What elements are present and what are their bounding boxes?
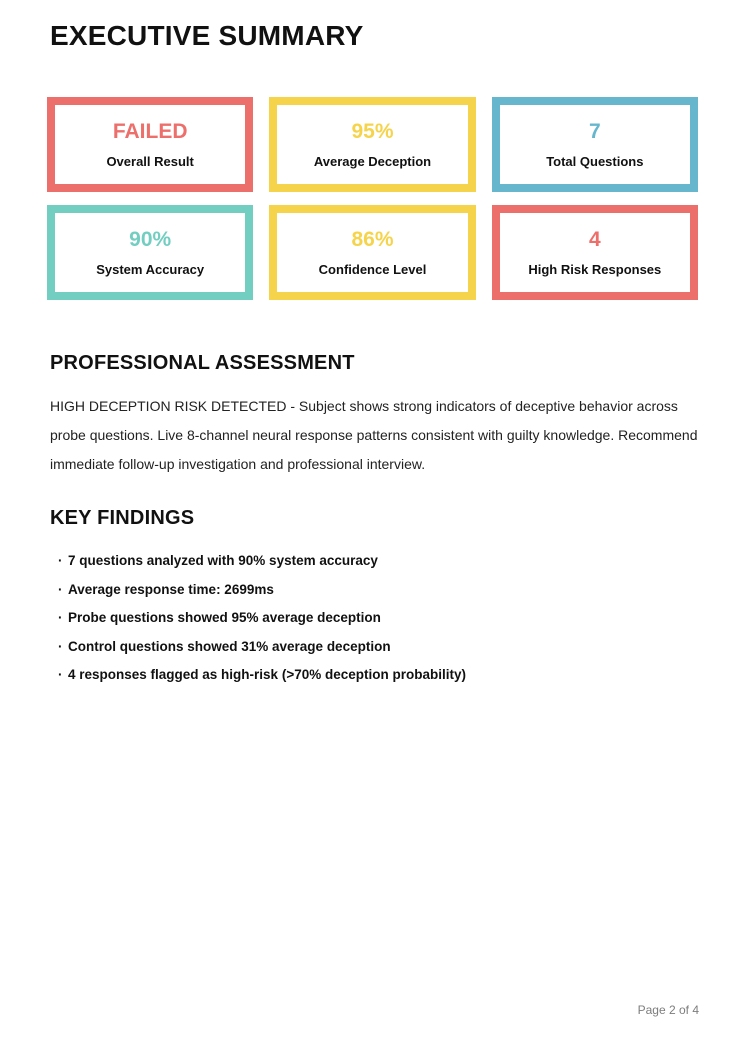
assessment-section-heading: PROFESSIONAL ASSESSMENT bbox=[50, 352, 355, 374]
stat-value: 86% bbox=[351, 228, 394, 251]
stat-card-high-risk-responses bbox=[492, 205, 698, 300]
stat-label: System Accuracy bbox=[96, 262, 205, 277]
stat-value: 7 bbox=[588, 120, 601, 143]
stat-value: 95% bbox=[351, 120, 394, 143]
stat-card-system-accuracy bbox=[47, 205, 253, 300]
stat-value: 90% bbox=[129, 228, 172, 251]
finding-item: · 7 questions analyzed with 90% system accuracy bbox=[58, 554, 698, 568]
stat-label: Total Questions bbox=[546, 154, 644, 169]
finding-item: · Average response time: 2699ms bbox=[58, 583, 698, 597]
findings-list bbox=[58, 554, 698, 682]
page-title: EXECUTIVE SUMMARY bbox=[50, 20, 364, 51]
stat-label: Average Deception bbox=[313, 154, 432, 169]
stat-value: FAILED bbox=[112, 120, 188, 143]
stat-card-total-questions bbox=[492, 97, 698, 192]
stat-label: High Risk Responses bbox=[528, 262, 662, 277]
stat-cards-grid bbox=[47, 97, 698, 300]
stat-value: 4 bbox=[588, 228, 601, 251]
findings-section-heading: KEY FINDINGS bbox=[50, 507, 195, 529]
stat-card-overall-result bbox=[47, 97, 253, 192]
finding-item: · Control questions showed 31% average deception bbox=[58, 640, 698, 654]
finding-item: · Probe questions showed 95% average deception bbox=[58, 611, 698, 625]
finding-item: · 4 responses flagged as high-risk (>70% deception probability) bbox=[58, 668, 698, 682]
stat-card-confidence-level bbox=[269, 205, 475, 300]
assessment-body-text: HIGH DECEPTION RISK DETECTED - Subject shows strong indicators of deceptive behavior across probe questions. Live 8-channel neural response patterns consistent with guilty knowledge. Recommend immediate follow-up investigation and professional interview. bbox=[50, 398, 698, 472]
page-number: Page 2 of 4 bbox=[637, 1003, 699, 1017]
stat-card-average-deception bbox=[269, 97, 475, 192]
stat-label: Overall Result bbox=[106, 154, 194, 169]
stat-label: Confidence Level bbox=[318, 262, 427, 277]
